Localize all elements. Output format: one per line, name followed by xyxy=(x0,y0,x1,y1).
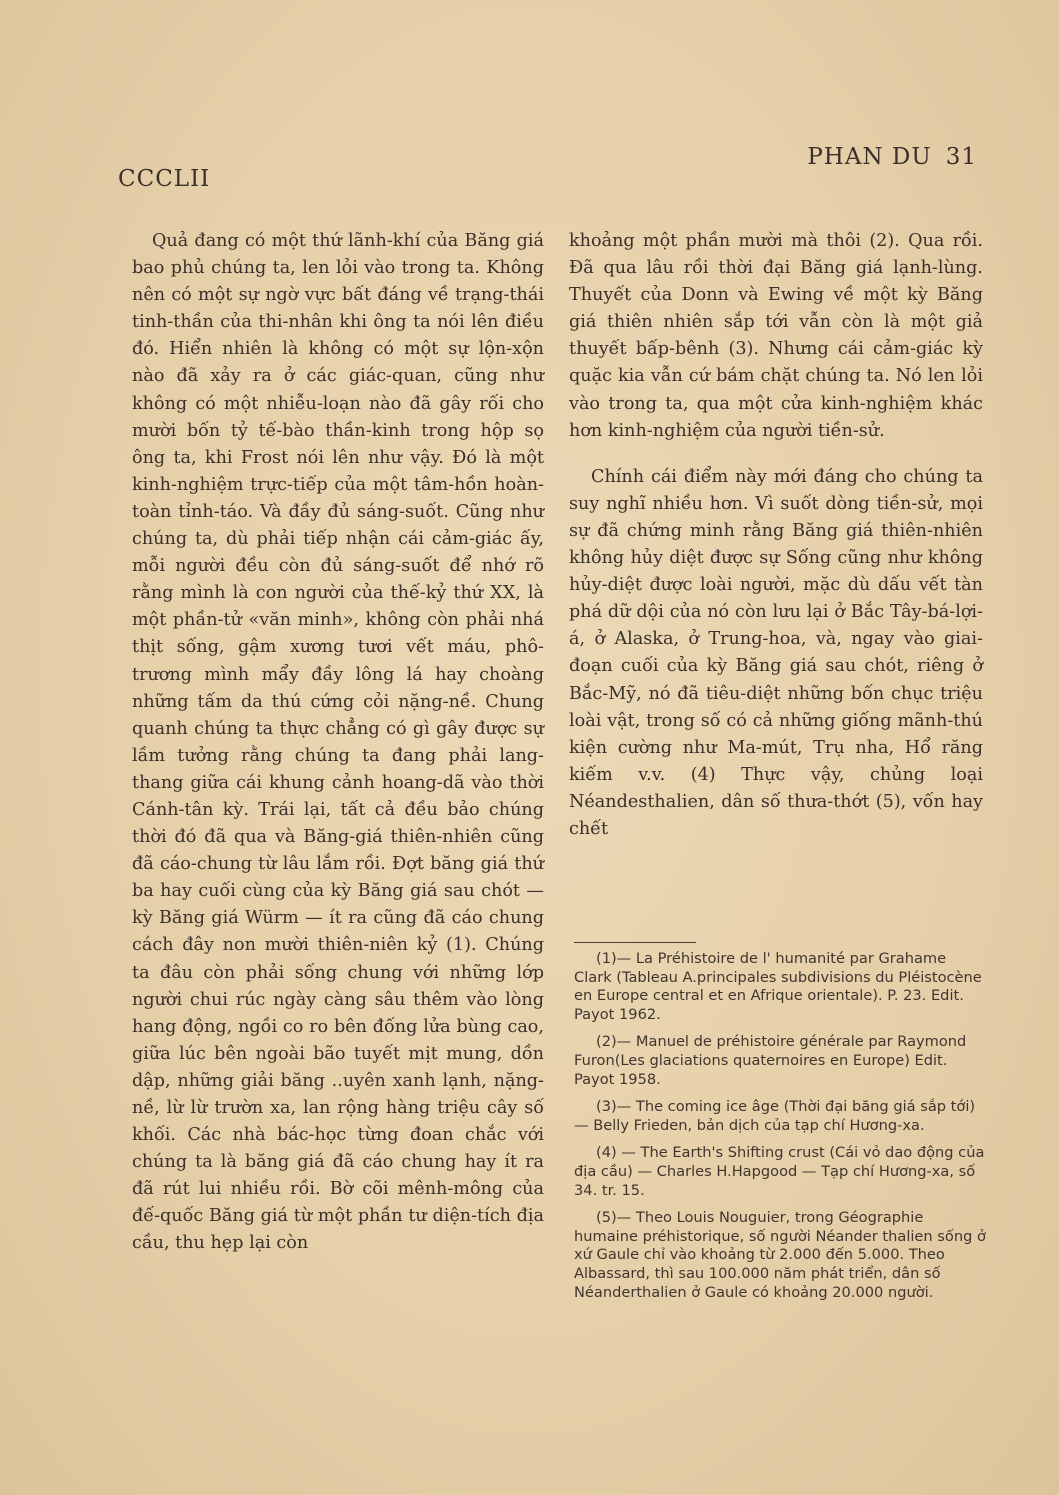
page-number: 31 xyxy=(945,144,977,170)
footnote: (3)— The coming ice âge (Thời đại băng giá sắp tới) — Belly Frieden, bản dịch của tạp chí Hương-xa. xyxy=(574,1098,976,1134)
left-column xyxy=(132,228,544,1258)
author-name: PHAN DU xyxy=(807,144,932,170)
footnote-divider xyxy=(574,942,696,943)
footnote: (2)— Manuel de préhistoire générale par Raymond Furon(Les glaciations quaternoires en Europe) Edit. Payot 1958. xyxy=(574,1033,967,1088)
section-number: CCCLII xyxy=(118,166,211,192)
paragraph: Quả đang có một thứ lãnh-khí của Băng giá bao phủ chúng ta, len lỏi vào trong ta. Không nên có một sự ngờ vực bất đáng về trạng-thái tinh-thần của thi-nhân khi ông ta nói lên điều đó. Hiển nhiên là không có một sự lộn-xộn nào đã xảy ra ở các giác-quan, cũng như không có một nhiễu-loạn nào đã gây rối cho mười bốn tỷ tế-bào thần-kinh trong hộp sọ ông ta, khi Frost nói lên như vậy. Đó là một kinh-nghiệm trực-tiếp của một tâm-hồn hoàn-toàn tỉnh-táo. Và đầy đủ sáng-suốt. Cũng như chúng ta, dù phải tiếp nhận cái cảm-giác ấy, mỗi người đều còn đủ sáng-suốt để nhớ rõ rằng mình là con người của thế-kỷ thứ XX, là một phần-tử «văn minh», không còn phải nhá thịt sống, gậm xương tươi vết máu, phô-trương mình mẩy đầy lông lá hay choàng những tấm da thú cứng cỏi nặng-nề. Chung quanh chúng ta thực chẳng có gì gây được sự lầm tưởng rằng chúng ta đang phải lang-thang giữa cái khung cảnh hoang-dã vào thời Cánh-tân kỳ. Trái lại, tất cả đều bảo chúng thời đó đã qua và Băng-giá thiên-nhiên cũng đã cáo-chung từ lâu lắm rồi. Đợt băng giá thứ ba hay cuối cùng của kỳ Băng giá sau chót — kỳ Băng giá Würm — ít ra cũng đã cáo chung cách đây non mười thiên-niên kỷ (1). Chúng ta đâu còn phải sống chung với những lớp người chui rúc ngày càng sâu thêm vào lòng hang động, ngồi co ro bên đống lửa bùng cao, giữa lúc bên ngoài bão tuyết mịt mung, dồn dập, những giải băng ..uyên xanh lạnh, nặng-nề, lừ lừ trườn xa, lan rộng hàng triệu cây số khối. Các nhà bác-học từng đoan chắc với chúng ta là băng giá đã cáo chung hay ít ra đã rút lui nhiều rồi. Bờ cõi mênh-mông của đế-quốc Băng giá từ một phần tư diện-tích địa cầu, thu hẹp lại còn xyxy=(132,231,544,1254)
running-header xyxy=(807,144,977,170)
footnote: (4) — The Earth's Shifting crust (Cái vỏ dao động của địa cầu) — Charles H.Hapgood — Tạp chí Hương-xa, số 34. tr. 15. xyxy=(574,1144,985,1199)
footnotes xyxy=(574,950,988,1311)
footnote: (1)— La Préhistoire de l' humanité par Grahame Clark (Tableau A.principales subdivisions du Pléistocène en Europe central et en Afrique orientale). P. 23. Edit. Payot 1962. xyxy=(574,950,982,1023)
footnote: (5)— Theo Louis Nouguier, trong Géographie humaine préhistorique, số người Néander thalien sống ở xứ Gaule chỉ vào khoảng từ 2.000 đến 5.000. Theo Albassard, thì sau 100.000 năm phát triển, dân số Néanderthalien ở Gaule có khoảng 20.000 người. xyxy=(574,1209,986,1301)
paragraph: Chính cái điểm này mới đáng cho chúng ta suy nghĩ nhiều hơn. Vì suốt dòng tiền-sử, mọi sự đã chứng minh rằng Băng giá thiên-nhiên không hủy diệt được sự Sống cũng như không hủy-diệt được loài người, mặc dù dấu vết tàn phá dữ dội của nó còn lưu lại ở Bắc Tây-bá-lợi-á, ở Alaska, ở Trung-hoa, và, ngay vào giai-đoạn cuối của kỳ Băng giá sau chót, riêng ở Bắc-Mỹ, nó đã tiêu-diệt những bốn chục triệu loài vật, trong số có cả những giống mãnh-thú kiện cường như Ma-mút, Trụ nha, Hổ răng kiếm v.v. (4) Thực vậy, chủng loại Néandesthalien, dân số thưa-thớt (5), vốn hay chết xyxy=(569,466,983,839)
paragraph: khoảng một phần mười mà thôi (2). Qua rồi. Đã qua lâu rồi thời đại Băng giá lạnh-lùng. Thuyết của Donn và Ewing về một kỳ Băng giá thiên nhiên sắp tới vẫn còn là một giả thuyết bấp-bênh (3). Nhưng cái cảm-giác kỳ quặc kia vẫn cứ bám chặt chúng ta. Nó len lỏi vào trong ta, qua một cửa kinh-nghiệm khác hơn kinh-nghiệm của người tiền-sử. xyxy=(569,231,983,441)
right-column xyxy=(569,228,983,843)
